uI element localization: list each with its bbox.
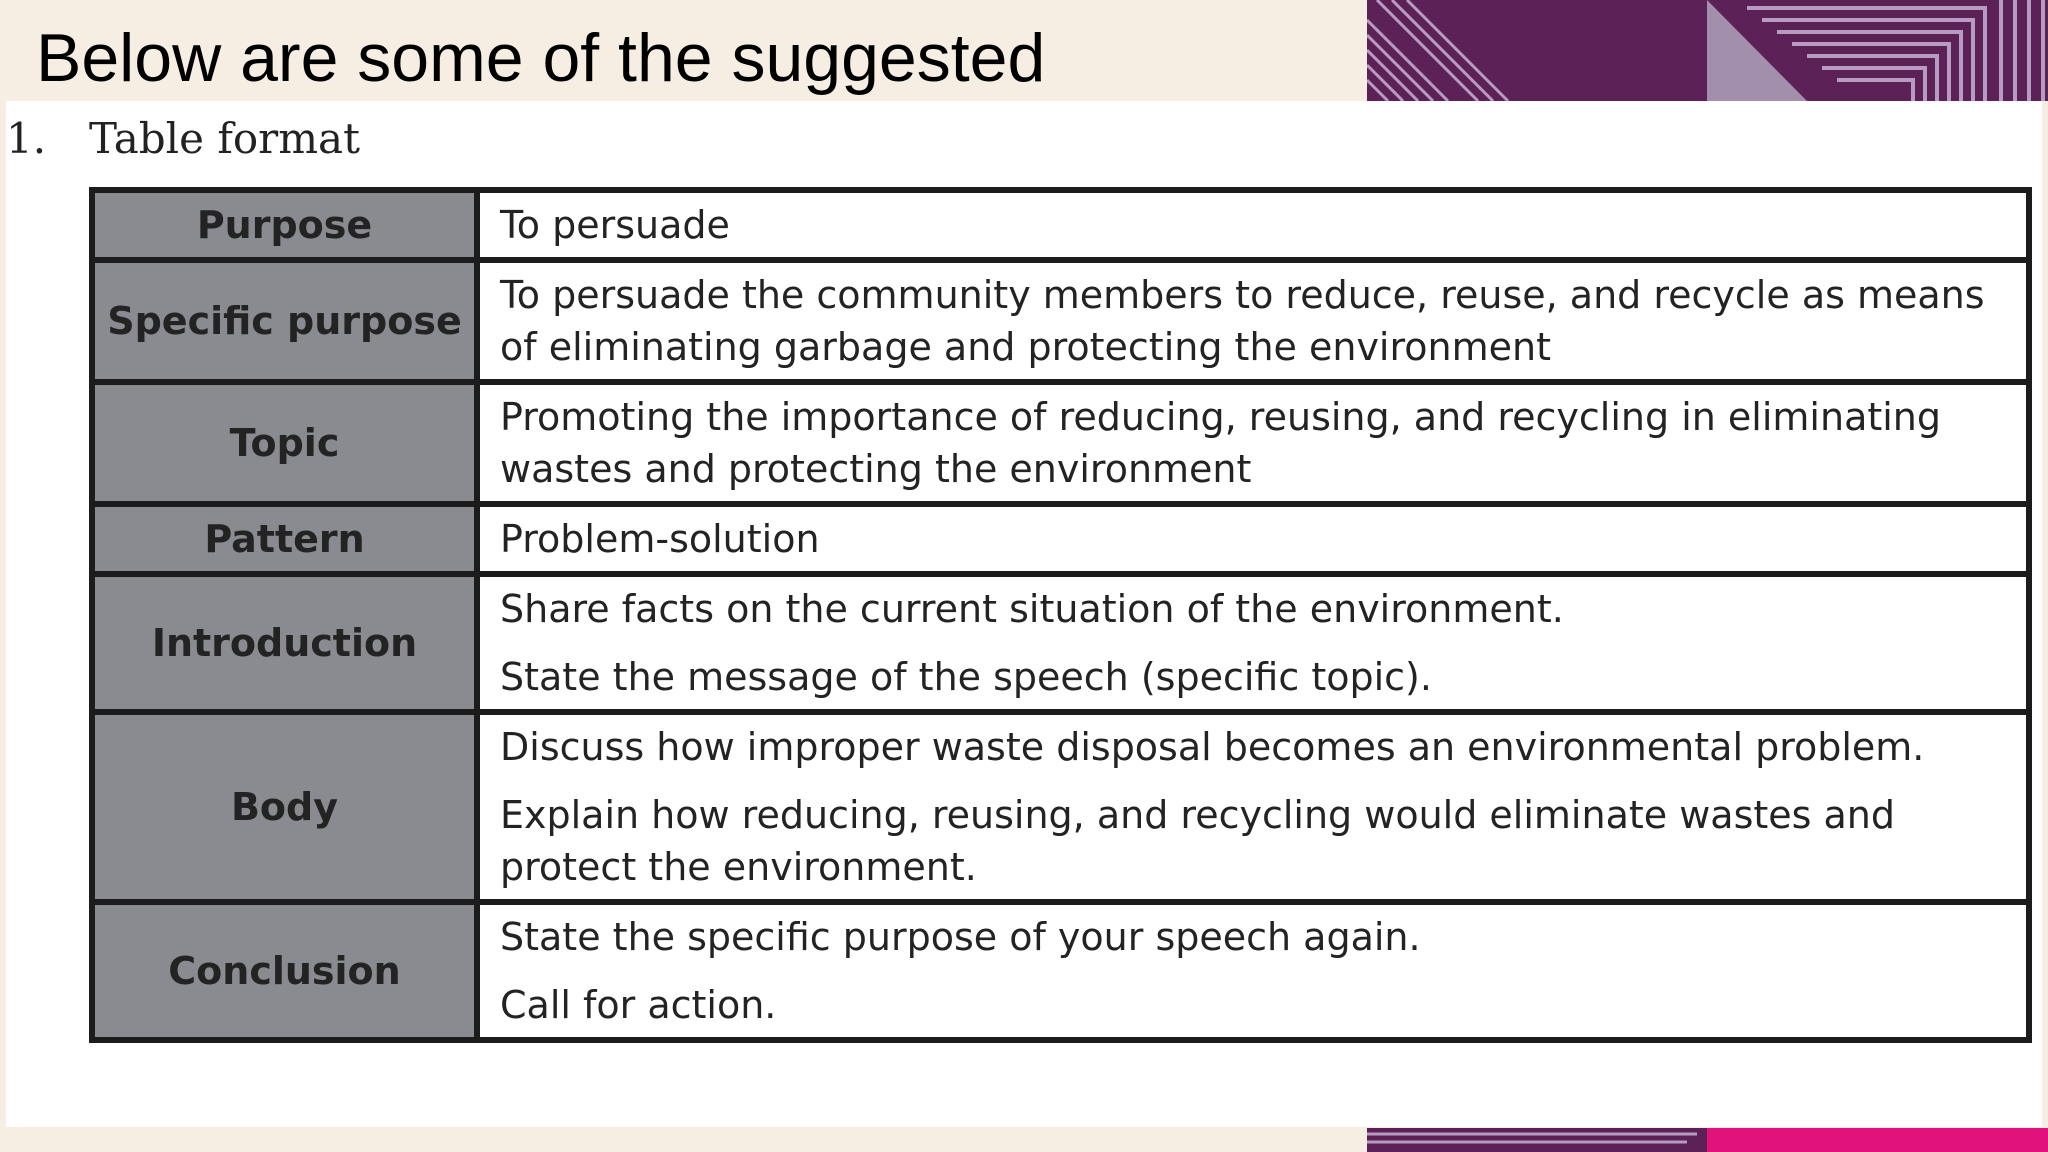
- content-line: To persuade: [500, 203, 730, 247]
- row-content: [477, 712, 2029, 902]
- content-line: Call for action.: [500, 983, 777, 1027]
- content-line: State the message of the speech (specific topic).: [500, 655, 1432, 699]
- content-line: Share facts on the current situation of the environment.: [500, 587, 1564, 631]
- row-content: [477, 260, 2029, 382]
- row-header: Purpose: [92, 190, 477, 260]
- content-line: To persuade the community members to reduce, reuse, and recycle as means of eliminating garbage and protecting the environment: [500, 273, 1985, 369]
- content-line: Discuss how improper waste disposal becomes an environmental problem.: [500, 725, 1925, 769]
- row-header: Pattern: [92, 504, 477, 574]
- list-item-number: 1.: [6, 114, 47, 163]
- content-line: Explain how reducing, reusing, and recycling would eliminate wastes and protect the environment.: [500, 793, 1896, 889]
- decorative-pattern-bottom: [1367, 1128, 2048, 1152]
- speech-outline-table: [89, 187, 2032, 1043]
- row-content: [477, 504, 2029, 574]
- row-content: [477, 190, 2029, 260]
- content-panel: [6, 101, 2042, 1127]
- list-item-label: Table format: [89, 114, 360, 163]
- content-line: State the specific purpose of your speech again.: [500, 915, 1421, 959]
- content-line: Promoting the importance of reducing, reusing, and recycling in eliminating wastes and protecting the environment: [500, 395, 1942, 491]
- row-header: Conclusion: [92, 902, 477, 1040]
- row-header: Topic: [92, 382, 477, 504]
- table-row: [92, 574, 2029, 712]
- row-content: [477, 574, 2029, 712]
- table-row: [92, 504, 2029, 574]
- content-line: Problem-solution: [500, 517, 820, 561]
- row-content: [477, 382, 2029, 504]
- row-content: [477, 902, 2029, 1040]
- table-row: [92, 260, 2029, 382]
- decorative-pattern-top: [1367, 0, 2048, 101]
- slide-title: Below are some of the suggested: [36, 20, 1046, 96]
- row-header: Introduction: [92, 574, 477, 712]
- table-row: [92, 190, 2029, 260]
- table-row: [92, 712, 2029, 902]
- table-row: [92, 902, 2029, 1040]
- row-header: Specific purpose: [92, 260, 477, 382]
- table-row: [92, 382, 2029, 504]
- row-header: Body: [92, 712, 477, 902]
